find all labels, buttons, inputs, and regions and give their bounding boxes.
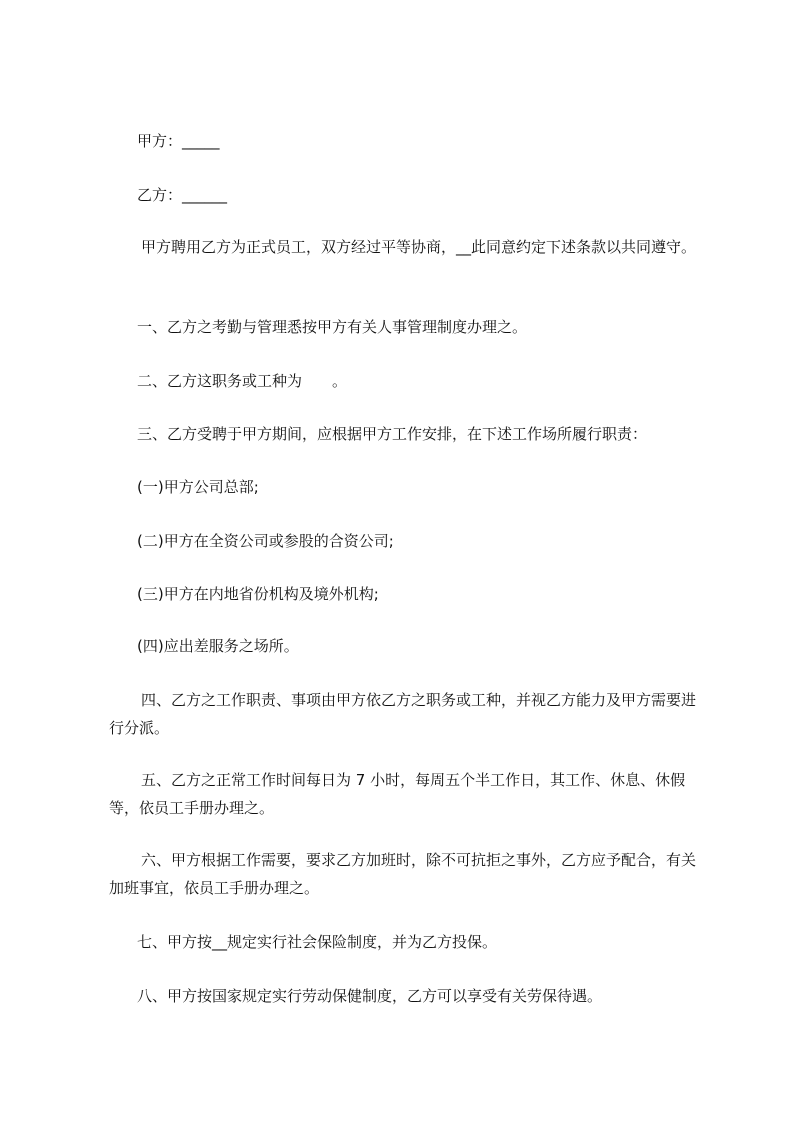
party-a-line: 甲方：_____ [137, 132, 220, 150]
clause-1: 一、乙方之考勤与管理悉按甲方有关人事管理制度办理之。 [137, 318, 528, 336]
party-b-line: 乙方：______ [137, 186, 228, 204]
clause-2: 二、乙方这职务或工种为 。 [137, 372, 348, 390]
clause-3-item-2: (二)甲方在全资公司或参股的合资公司; [137, 532, 394, 550]
clause-6: 六、甲方根据工作需要，要求乙方加班时，除不可抗拒之事外，乙方应予配合，有关加班事宜，依员工手册办理之。 [109, 851, 697, 897]
clause-5: 五、乙方之正常工作时间每日为 7 小时，每周五个半工作日，其工作、休息、休假等，依员工手册办理之。 [109, 771, 686, 817]
clause-3-item-4: (四)应出差服务之场所。 [137, 637, 299, 655]
clause-3-item-1: (一)甲方公司总部; [137, 478, 259, 496]
clause-8: 八、甲方按国家规定实行劳动保健制度，乙方可以享受有关劳保待遇。 [137, 987, 603, 1005]
intro-paragraph: 甲方聘用乙方为正式员工，双方经过平等协商，__此同意约定下述条款以共同遵守。 [141, 238, 697, 256]
clause-3-item-3: (三)甲方在内地省份机构及境外机构; [137, 585, 379, 603]
clause-7: 七、甲方按__规定实行社会保险制度，并为乙方投保。 [137, 933, 498, 951]
clause-4: 四、乙方之工作职责、事项由甲方依乙方之职务或工种，并视乙方能力及甲方需要进行分派。 [109, 691, 697, 737]
clause-3: 三、乙方受聘于甲方期间，应根据甲方工作安排，在下述工作场所履行职责： [137, 425, 648, 443]
